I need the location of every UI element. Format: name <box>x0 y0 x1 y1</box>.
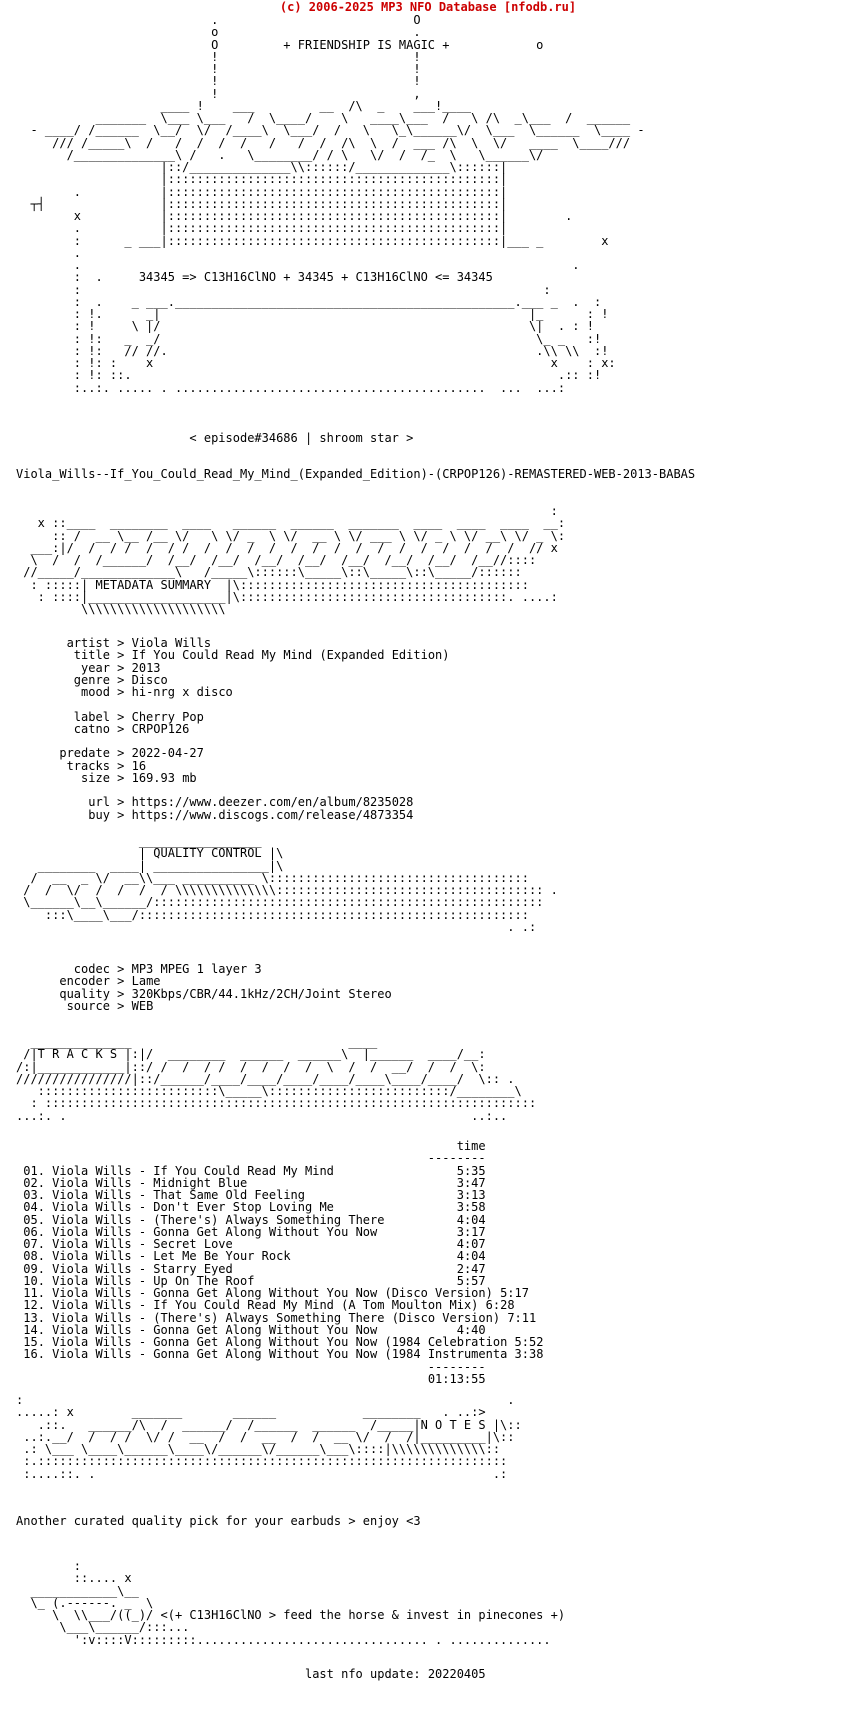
field-value: If You Could Read My Mind (Expanded Edition) <box>131 648 450 663</box>
last-update-label: last nfo update: <box>304 1667 421 1681</box>
track-title: Viola Wills - Gonna Get Along Without You Now (Disco Version) <box>52 1286 493 1300</box>
site-credit-header: (c) 2006-2025 MP3 NFO Database [nfodb.ru] <box>279 0 577 14</box>
track-row: 12. Viola Wills - If You Could Read My Mind (A Tom Moulton Mix) 6:28 <box>23 1298 515 1313</box>
track-title: Viola Wills - Gonna Get Along Without You Now <box>52 1322 378 1337</box>
metadata-fields <box>16 637 450 821</box>
track-title: Viola Wills - If You Could Read My Mind (A Tom Moulton Mix) <box>52 1298 479 1313</box>
field-label: tracks <box>66 758 110 773</box>
field-row: encoder > Lame <box>59 974 161 989</box>
track-number: 16 <box>23 1347 38 1362</box>
track-number: 13 <box>23 1310 38 1325</box>
track-row: 11. Viola Wills - Gonna Get Along Without You Now (Disco Version) 5:17 <box>23 1286 529 1300</box>
track-row: 02. Viola Wills - Midnight Blue 3:47 <box>23 1175 486 1190</box>
track-duration: 3:47 <box>456 1175 486 1190</box>
track-row: 08. Viola Wills - Let Me Be Your Rock 4:04 <box>23 1249 486 1264</box>
track-row: 10. Viola Wills - Up On The Roof 5:57 <box>23 1273 486 1288</box>
track-row: 03. Viola Wills - That Same Old Feeling 3:13 <box>23 1188 486 1202</box>
track-row: 14. Viola Wills - Gonna Get Along Without You Now 4:40 <box>23 1322 486 1337</box>
field-label: source <box>66 998 110 1013</box>
track-title: Viola Wills - Gonna Get Along Without You Now (1984 Celebration <box>52 1335 508 1349</box>
field-label: label <box>73 709 110 724</box>
track-number: 09 <box>23 1261 38 1276</box>
field-row: codec > MP3 MPEG 1 layer 3 <box>73 962 262 976</box>
total-duration: 01:13:55 <box>427 1371 486 1386</box>
track-title: Viola Wills - If You Could Read My Mind <box>52 1163 334 1178</box>
field-row: label > Cherry Pop <box>73 709 204 724</box>
top-ascii-logo: . O o . O + FRIENDSHIP IS MAGIC + o ! ! ! ! ! ! ! , ____ ! ___ __ /\ _ ___!____ _______ \___ \___ / \____/ \ ____\___ / \ /\ _\___ / ______ - ____/ /______ \__/ \/ /____\ \___/ / \ \_\______\/ \___ \______ \____ - /// /_____\ / / / / / / / / /\ \ / ___ /\ \ \/ ____ \____/// /______________\ / . \________/ / \ \/ / /_ \ \______\/ |::/______________\\::::::/_____________\::::::| |::::::::::::::::::::::::::::::::::::::::::::::| . |::::::::::::::::::::::::::::::::::::::::::::::| ┬┤ |::::::::::::::::::::::::::::::::::::::::::::::| x |::::::::::::::::::::::::::::::::::::::::::::::| . . |::::::::::::::::::::::::::::::::::::::::::::::| : _ ___|::::::::::::::::::::::::::::::::::::::::::::::|___ _ x . . . : . 34345 => C13H16ClNO + 34345 + C13H16ClNO <= 34345 : : : . _ ___._______________________________________________.___ _ . : : !. _| |_ : ! : ! \ |/ \| . : ! : !: _ _/ \_ _ :! : !: // //. .\\ \\ :! : !: : x x : x: : !: ::. .:: :! :..:. ..... . ........................................... ... ...: <box>30 13 645 395</box>
track-row: 15. Viola Wills - Gonna Get Along Without You Now (1984 Celebration 5:52 <box>23 1335 544 1349</box>
field-label: mood <box>81 685 110 699</box>
track-duration: 7:11 <box>507 1310 537 1325</box>
track-number: 04 <box>23 1200 38 1215</box>
track-title: Viola Wills - (There's) Always Something There <box>52 1212 385 1227</box>
track-title: Viola Wills - (There's) Always Something There (Disco Version) <box>52 1310 501 1325</box>
field-label: encoder <box>59 974 110 989</box>
time-column-header: time <box>456 1139 486 1153</box>
field-value: WEB <box>131 998 154 1013</box>
track-row: 01. Viola Wills - If You Could Read My Mind 5:35 <box>23 1163 486 1178</box>
track-title: Viola Wills - Gonna Get Along Without You Now (1984 Instrumenta <box>52 1347 508 1362</box>
track-row: 05. Viola Wills - (There's) Always Something There 4:04 <box>23 1212 486 1227</box>
track-duration: 5:35 <box>456 1163 486 1178</box>
track-title: Viola Wills - Starry Eyed <box>52 1261 233 1276</box>
track-duration: 2:47 <box>456 1261 486 1276</box>
field-row: catno > CRPOP126 <box>73 721 190 736</box>
field-value: 16 <box>131 758 147 773</box>
track-title: Viola Wills - That Same Old Feeling <box>52 1188 306 1202</box>
track-number: 08 <box>23 1249 38 1264</box>
metadata-section-header: : x ::____ ________ ____ ______ ______ _______ ____ ____ ____ __: :: / __ \__ /__ \/ \ \/ _ \ \/ __ \ \/ ___ \ \/ _ \ \/ __\ \/ _ \: ___:|/ / / / / / / / / / / / / / / / / / / / / / // x \ / / /______/ /__/ /__/ /__/ /__/ /__/ /__/ /__/ /__//:::: //_____/_____________\ /_____\::::::\_____\::\_____\::\_____/:::::: : :::::| METADATA SUMMARY |\:::::::::::::::::::::::::::::::::::::::: : ::::|___________________|\:::::::::::::::::::::::::::::::::::::. ....: \\\\\\\\\\\\\\\\\\\\ <box>23 504 566 616</box>
quality-fields <box>16 963 392 1012</box>
track-number: 15 <box>23 1335 38 1349</box>
track-title: Viola Wills - Let Me Be Your Rock <box>52 1249 291 1264</box>
track-title: Viola Wills - Gonna Get Along Without You Now <box>52 1224 378 1239</box>
field-value: 2022-04-27 <box>131 746 204 761</box>
track-row: 06. Viola Wills - Gonna Get Along Without You Now 3:17 <box>23 1224 486 1239</box>
field-label: catno <box>73 721 110 736</box>
track-duration: 3:38 <box>514 1347 544 1362</box>
track-number: 10 <box>23 1273 38 1288</box>
track-duration: 4:04 <box>456 1212 486 1227</box>
field-value: 169.93 mb <box>131 770 197 785</box>
last-update-date: 20220405 <box>427 1667 486 1681</box>
track-number: 03 <box>23 1188 38 1202</box>
track-duration: 6:28 <box>485 1298 515 1313</box>
track-title: Viola Wills - Midnight Blue <box>52 1175 248 1190</box>
notes-text: Another curated quality pick for your earbuds > enjoy <3 <box>16 1514 421 1528</box>
field-label: size <box>81 770 110 785</box>
footer-ascii-art: : ::.... x ____________\__ \_ (.------. _ \ \ \\___/((_)/ <(+ C13H16ClNO > feed the horse & invest in pinecones +) \___\______/:::... ':v::::V:::::::::................................ . .............. <box>30 1559 566 1647</box>
track-number: 01 <box>23 1163 38 1178</box>
field-row: size > 169.93 mb <box>81 770 197 785</box>
field-label: codec <box>73 962 110 976</box>
field-label: buy <box>88 807 110 822</box>
field-value: CRPOP126 <box>131 721 190 736</box>
track-list: time -------- 01. Viola Wills - If You Could Read My Mind 5:35 02. Viola Wills - Midnight Blue 3:47 03. Viola Wills - That Same Old Feeling 3:13 04. Viola Wills - Don't Ever Stop Loving Me 3:58 05. Viola Wills - (There's) Always Something There 4:04 06. Viola Wills - Gonna Get Along Without You Now 3:17 07. Viola Wills - Secret Love 4:07 08. Viola Wills - Let Me Be Your Rock 4:04 09. Viola Wills - Starry Eyed 2:47 10. Viola Wills - Up On The Roof 5:57 11. Viola Wills - Gonna Get Along Without You Now (Disco Version) 5:17 12. Viola Wills - If You Could Read My Mind (A Tom Moulton Mix) 6:28 13. Viola Wills - (There's) Always Something There (Disco Version) 7:11 14. Viola Wills - Gonna Get Along Without You Now 4:40 15. Viola Wills - Gonna Get Along Without You Now (1984 Celebration 5:52 16. Viola Wills - Gonna Get Along Without You Now (1984 Instrumenta 3:38 -------- 01:13:55 <box>16 1140 543 1385</box>
last-update-line <box>16 1668 486 1680</box>
track-duration: 3:58 <box>456 1200 486 1215</box>
track-row: 13. Viola Wills - (There's) Always Something There (Disco Version) 7:11 <box>23 1310 537 1325</box>
field-label: url <box>88 795 110 810</box>
notes-section-header: : . .....: x _______ ______ ________ . ..:> .::. ______/\ / ______/ /______ ______ /_____|N O T E S |\:: ..:.__/ / / / \/ / __ / / __ / / __ \/ / /|_________|\:: .: \___ \____\______\____\/______\/______\___\::::|\\\\\\\\\\\\\:: :.::::::::::::::::::::::::::::::::::::::::::::::::::::::::::::::::: :....::. . .: <box>16 1393 522 1481</box>
field-value: Lame <box>131 974 161 989</box>
track-row: 16. Viola Wills - Gonna Get Along Without You Now (1984 Instrumenta 3:38 <box>23 1347 544 1362</box>
track-duration: 3:13 <box>456 1188 486 1202</box>
track-number: 05 <box>23 1212 38 1227</box>
field-row: predate > 2022-04-27 <box>59 746 204 761</box>
tracks-section-header: ______________ ____ /|T R A C K S |:|/ ________ ______ ______\ |______ ____/__: /:|____________|::/ / / / / / / / / \ / / __/ / / \: ////////////////|::/______/____/____/____/____/____\____/____/ \:: . :::::::::::::::::::::::::\_____\:::::::::::::::::::::::::/________\ : :::::::::::::::::::::::::::::::::::::::::::::::::::::::::::::::::::: ...:. . ..:.. <box>16 1035 537 1123</box>
field-row: buy > https://www.discogs.com/release/4873354 <box>88 807 414 822</box>
field-label: predate <box>59 746 110 761</box>
episode-line: < episode#34686 | shroom star > <box>16 431 414 445</box>
track-duration: 5:52 <box>514 1335 544 1349</box>
track-duration: 5:57 <box>456 1273 486 1288</box>
field-row: genre > Disco <box>73 672 168 687</box>
track-number: 07 <box>23 1237 38 1251</box>
track-row: 07. Viola Wills - Secret Love 4:07 <box>23 1237 486 1251</box>
field-label: genre <box>73 672 110 687</box>
field-row: mood > hi-nrg x disco <box>81 685 233 699</box>
track-number: 14 <box>23 1322 38 1337</box>
field-value: https://www.deezer.com/en/album/8235028 <box>131 795 414 810</box>
field-row: tracks > 16 <box>66 758 147 773</box>
quality-section-header: _________________ | QUALITY CONTROL |\ ________ ____| ________________|\ / __ _ \/ __\\___ __________ \:::::::::::::::::::::::::::::::::::: / / \/ / / / / \\\\\\\\\\\\\\::::::::::::::::::::::::::::::::::::: . \______\__\______/:::::::::::::::::::::::::::::::::::::::::::::::::::::: :::\____\___/:::::::::::::::::::::::::::::::::::::::::::::::::::::: . .: <box>23 834 558 934</box>
field-row: title > If You Could Read My Mind (Expanded Edition) <box>73 648 450 663</box>
field-label: title <box>73 648 110 663</box>
track-duration: 5:17 <box>500 1286 529 1300</box>
field-label: quality <box>59 986 110 1001</box>
field-label: year <box>81 660 110 675</box>
track-title: Viola Wills - Secret Love <box>52 1237 233 1251</box>
release-name: Viola_Wills--If_You_Could_Read_My_Mind_(Expanded_Edition)-(CRPOP126)-REMASTERED-WEB-2013-BABAS <box>16 467 696 481</box>
track-row: 09. Viola Wills - Starry Eyed 2:47 <box>23 1261 486 1276</box>
track-title: Viola Wills - Don't Ever Stop Loving Me <box>52 1200 334 1215</box>
field-value: Viola Wills <box>131 636 212 650</box>
field-value: https://www.discogs.com/release/4873354 <box>131 807 414 822</box>
field-value: Cherry Pop <box>131 709 204 724</box>
track-duration: 4:04 <box>456 1249 486 1264</box>
field-row: artist > Viola Wills <box>66 636 212 650</box>
field-row: year > 2013 <box>81 660 161 675</box>
track-number: 06 <box>23 1224 38 1239</box>
track-duration: 4:40 <box>456 1322 486 1337</box>
field-row: source > WEB <box>66 998 154 1013</box>
track-number: 02 <box>23 1175 38 1190</box>
track-number: 11 <box>23 1286 38 1300</box>
field-row: quality > 320Kbps/CBR/44.1kHz/2CH/Joint Stereo <box>59 986 392 1001</box>
field-row: url > https://www.deezer.com/en/album/8235028 <box>88 795 414 810</box>
track-title: Viola Wills - Up On The Roof <box>52 1273 255 1288</box>
track-duration: 4:07 <box>456 1237 486 1251</box>
track-duration: 3:17 <box>456 1224 486 1239</box>
field-label: artist <box>66 636 110 650</box>
field-value: 320Kbps/CBR/44.1kHz/2CH/Joint Stereo <box>131 986 392 1001</box>
field-value: Disco <box>131 672 168 687</box>
field-value: hi-nrg x disco <box>131 685 233 699</box>
field-value: MP3 MPEG 1 layer 3 <box>131 962 262 976</box>
track-row: 04. Viola Wills - Don't Ever Stop Loving Me 3:58 <box>23 1200 486 1215</box>
field-value: 2013 <box>131 660 161 675</box>
track-number: 12 <box>23 1298 38 1313</box>
